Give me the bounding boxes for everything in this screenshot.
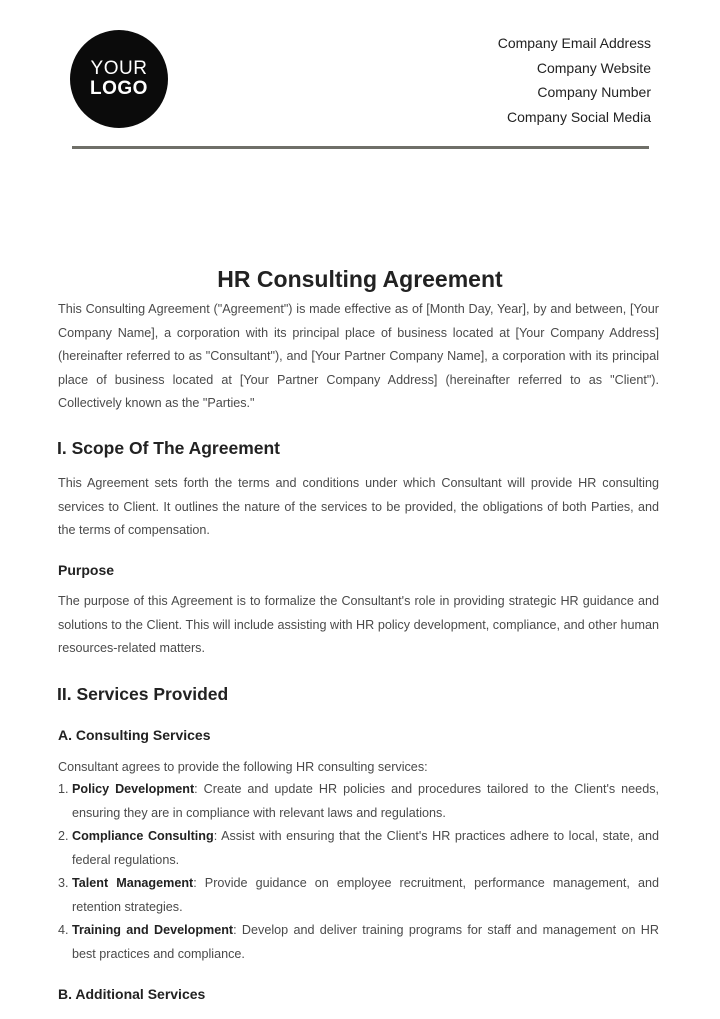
company-contact-block	[498, 31, 651, 130]
list-item: 1. Policy Development: Create and update HR policies and procedures tailored to the Client's needs, ensuring they are in compliance with relevant laws and regulations.	[58, 782, 659, 820]
logo-line-1: YOUR	[90, 58, 148, 80]
list-item-term: Compliance Consulting	[72, 829, 214, 843]
list-item: 3. Talent Management: Provide guidance on employee recruitment, performance management, and retention strategies.	[58, 876, 659, 914]
list-item-text: : Provide guidance on employee recruitment, performance management, and retention strategies.	[72, 876, 659, 914]
services-list	[58, 778, 659, 966]
document-title: HR Consulting Agreement	[217, 266, 503, 292]
list-item-term: Training and Development	[72, 923, 234, 937]
services-intro: Consultant agrees to provide the following HR consulting services:	[58, 760, 428, 774]
list-item-text: : Assist with ensuring that the Client's HR practices adhere to local, state, and federal regulations.	[72, 829, 659, 867]
section-2-heading: II. Services Provided	[57, 684, 229, 704]
list-item: 2. Compliance Consulting: Assist with ensuring that the Client's HR practices adhere to local, state, and federal regulations.	[58, 829, 659, 867]
header-divider	[72, 146, 649, 149]
section-1-heading: I. Scope Of The Agreement	[57, 438, 281, 458]
company-number: Company Number	[537, 84, 651, 101]
company-email: Company Email Address	[497, 35, 651, 51]
list-item-term: Talent Management	[72, 876, 194, 890]
purpose-body: The purpose of this Agreement is to formalize the Consultant's role in providing strategic HR guidance and solutions to the Client. This will include assisting with HR policy development, compliance, and other human resources-related matters.	[58, 594, 659, 655]
logo-line-2: LOGO	[90, 78, 148, 99]
company-logo	[70, 30, 168, 128]
list-item-text: : Create and update HR policies and procedures tailored to the Client's needs, ensuring they are in compliance with relevant laws and regulations.	[72, 782, 659, 820]
intro-paragraph: This Consulting Agreement ("Agreement") is made effective as of [Month Day, Year], by and between, [Your Company Name], a corporation with its principal place of business located at [Your Company Address] (hereinafter referred to as "Consultant"), and [Your Partner Company Name], a corporation with its principal place of business located at [Your Partner Company Address] (hereinafter referred to as "Client"). Collectively known as the "Parties."	[58, 302, 659, 410]
company-website: Company Website	[536, 59, 651, 76]
additional-services-heading: B. Additional Services	[58, 986, 206, 1002]
section-1-body: This Agreement sets forth the terms and conditions under which Consultant will provide HR consulting services to Client. It outlines the nature of the services to be provided, the obligations of both Parties, and the terms of compensation.	[58, 476, 659, 537]
list-item: 4. Training and Development: Develop and deliver training programs for staff and management on HR best practices and compliance.	[58, 923, 659, 961]
list-item-text: : Develop and deliver training programs for staff and management on HR best practices and compliance.	[72, 923, 659, 961]
list-item-term: Policy Development	[72, 782, 195, 796]
purpose-heading: Purpose	[58, 562, 115, 578]
company-social-media: Company Social Media	[507, 109, 651, 126]
consulting-services-heading: A. Consulting Services	[58, 727, 211, 743]
